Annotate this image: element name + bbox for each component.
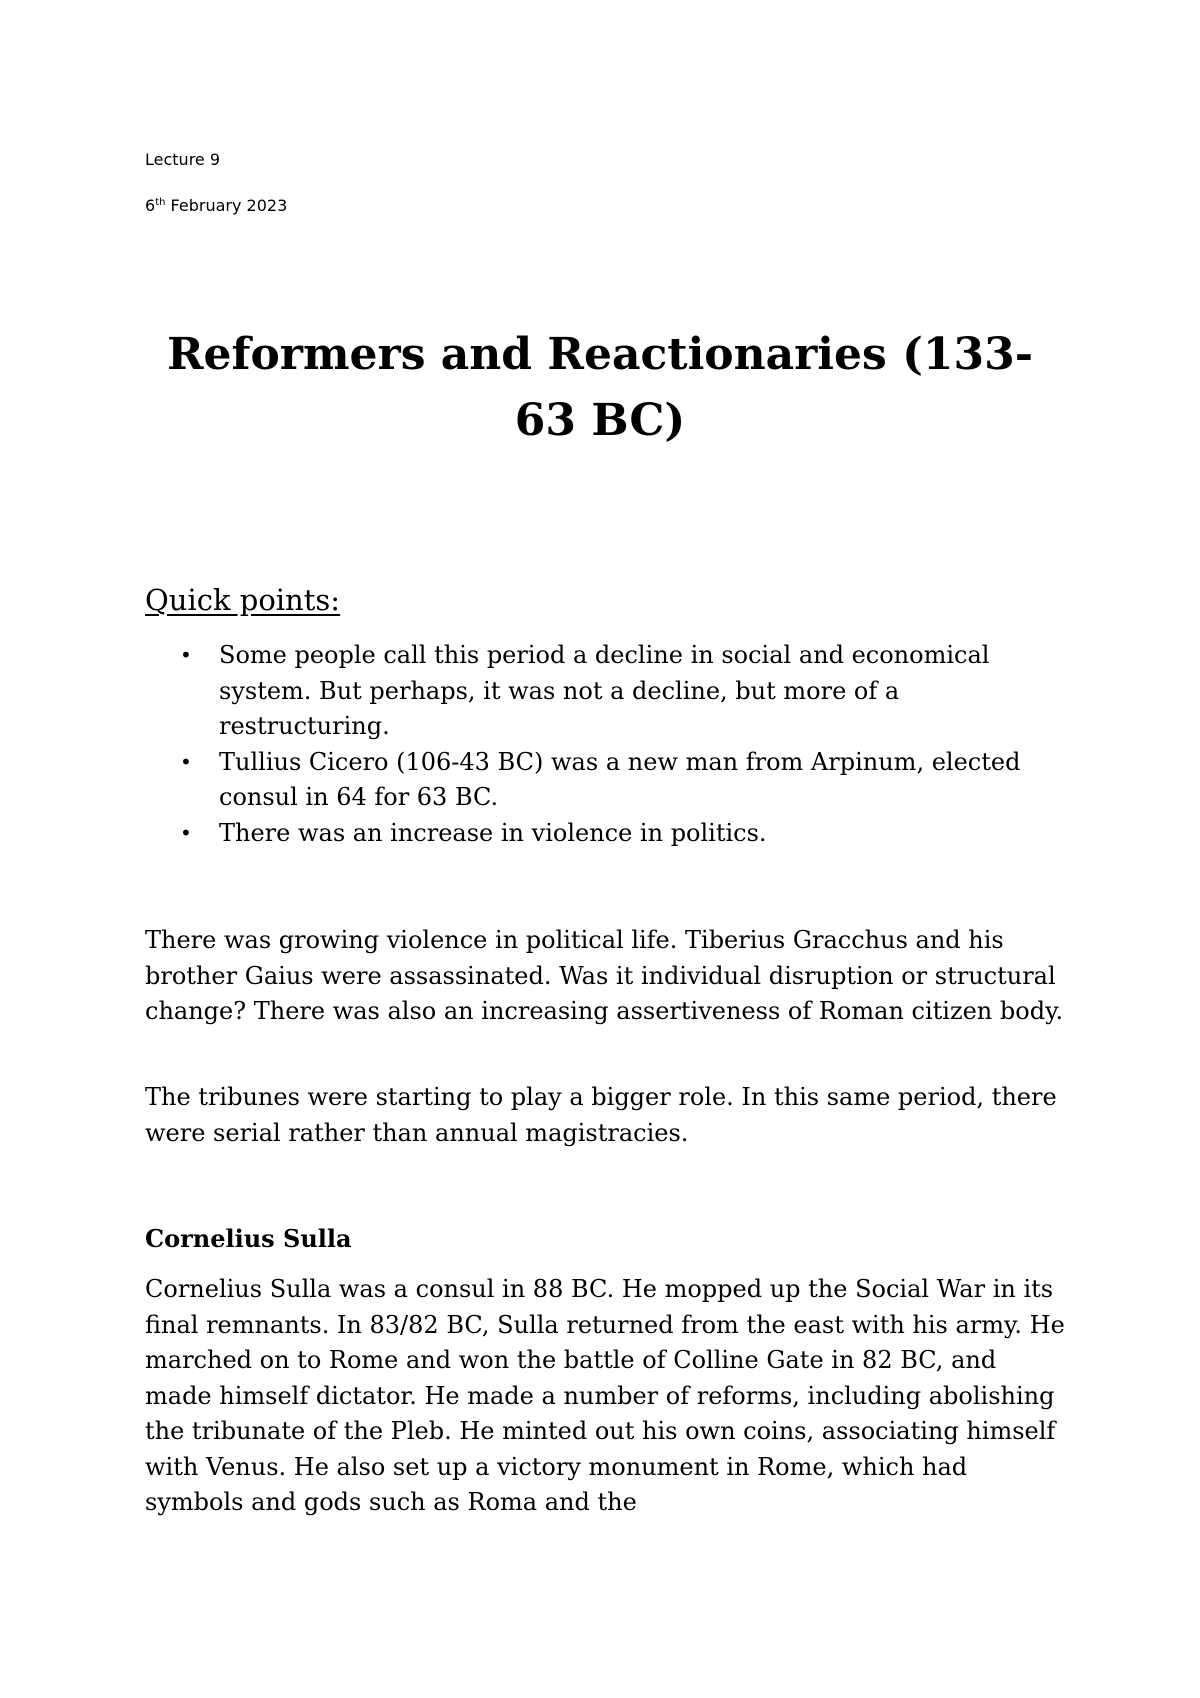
lecture-number: Lecture 9 [145, 150, 221, 169]
list-item [145, 745, 1065, 816]
paragraph-tribunes: The tribunes were starting to play a bigger role. In this same period, there were serial rather than annual magistracies. [145, 1083, 1057, 1147]
section-heading-sulla: Cornelius Sulla [145, 1224, 352, 1253]
list-item-text: Tullius Cicero (106-43 BC) was a new man from Arpinum, elected consul in 64 for 63 BC. [219, 747, 1021, 811]
date-month-year: February 2023 [165, 196, 288, 215]
document-title [100, 322, 1100, 454]
bullet-icon: • [180, 643, 192, 667]
quick-points-heading: Quick points: [145, 583, 341, 617]
date-day: 6 [145, 196, 156, 215]
paragraph-violence: There was growing violence in political life. Tiberius Gracchus and his brother Gaius were assassinated. Was it individual disruption or structural change? There was also an increasing assertiveness of Roman citizen body. [145, 926, 1064, 1025]
paragraph-sulla: Cornelius Sulla was a consul in 88 BC. He mopped up the Social War in its final remnants. In 83/82 BC, Sulla returned from the east with his army. He marched on to Rome and won the battle of Colline Gate in 82 BC, and made himself dictator. He made a number of reforms, including abolishing the tribunate of the Pleb. He minted out his own coins, associating himself with Venus. He also set up a victory monument in Rome, which had symbols and gods such as Roma and the [145, 1275, 1065, 1516]
bullet-icon: • [180, 820, 192, 845]
bullet-icon: • [180, 749, 192, 774]
list-item [145, 816, 1065, 852]
lecture-date [145, 196, 287, 215]
date-suffix: th [155, 197, 166, 208]
title-line-2: 63 BC) [514, 395, 686, 446]
list-item-text: Some people call this period a decline in social and economical system. But perhaps, it was not a decline, but more of a restructuring. [219, 641, 990, 740]
list-item [145, 638, 1065, 745]
title-line-1: Reformers and Reactionaries (133- [166, 329, 1034, 380]
quick-points-list [145, 638, 1065, 851]
list-item-text: There was an increase in violence in politics. [219, 818, 767, 847]
